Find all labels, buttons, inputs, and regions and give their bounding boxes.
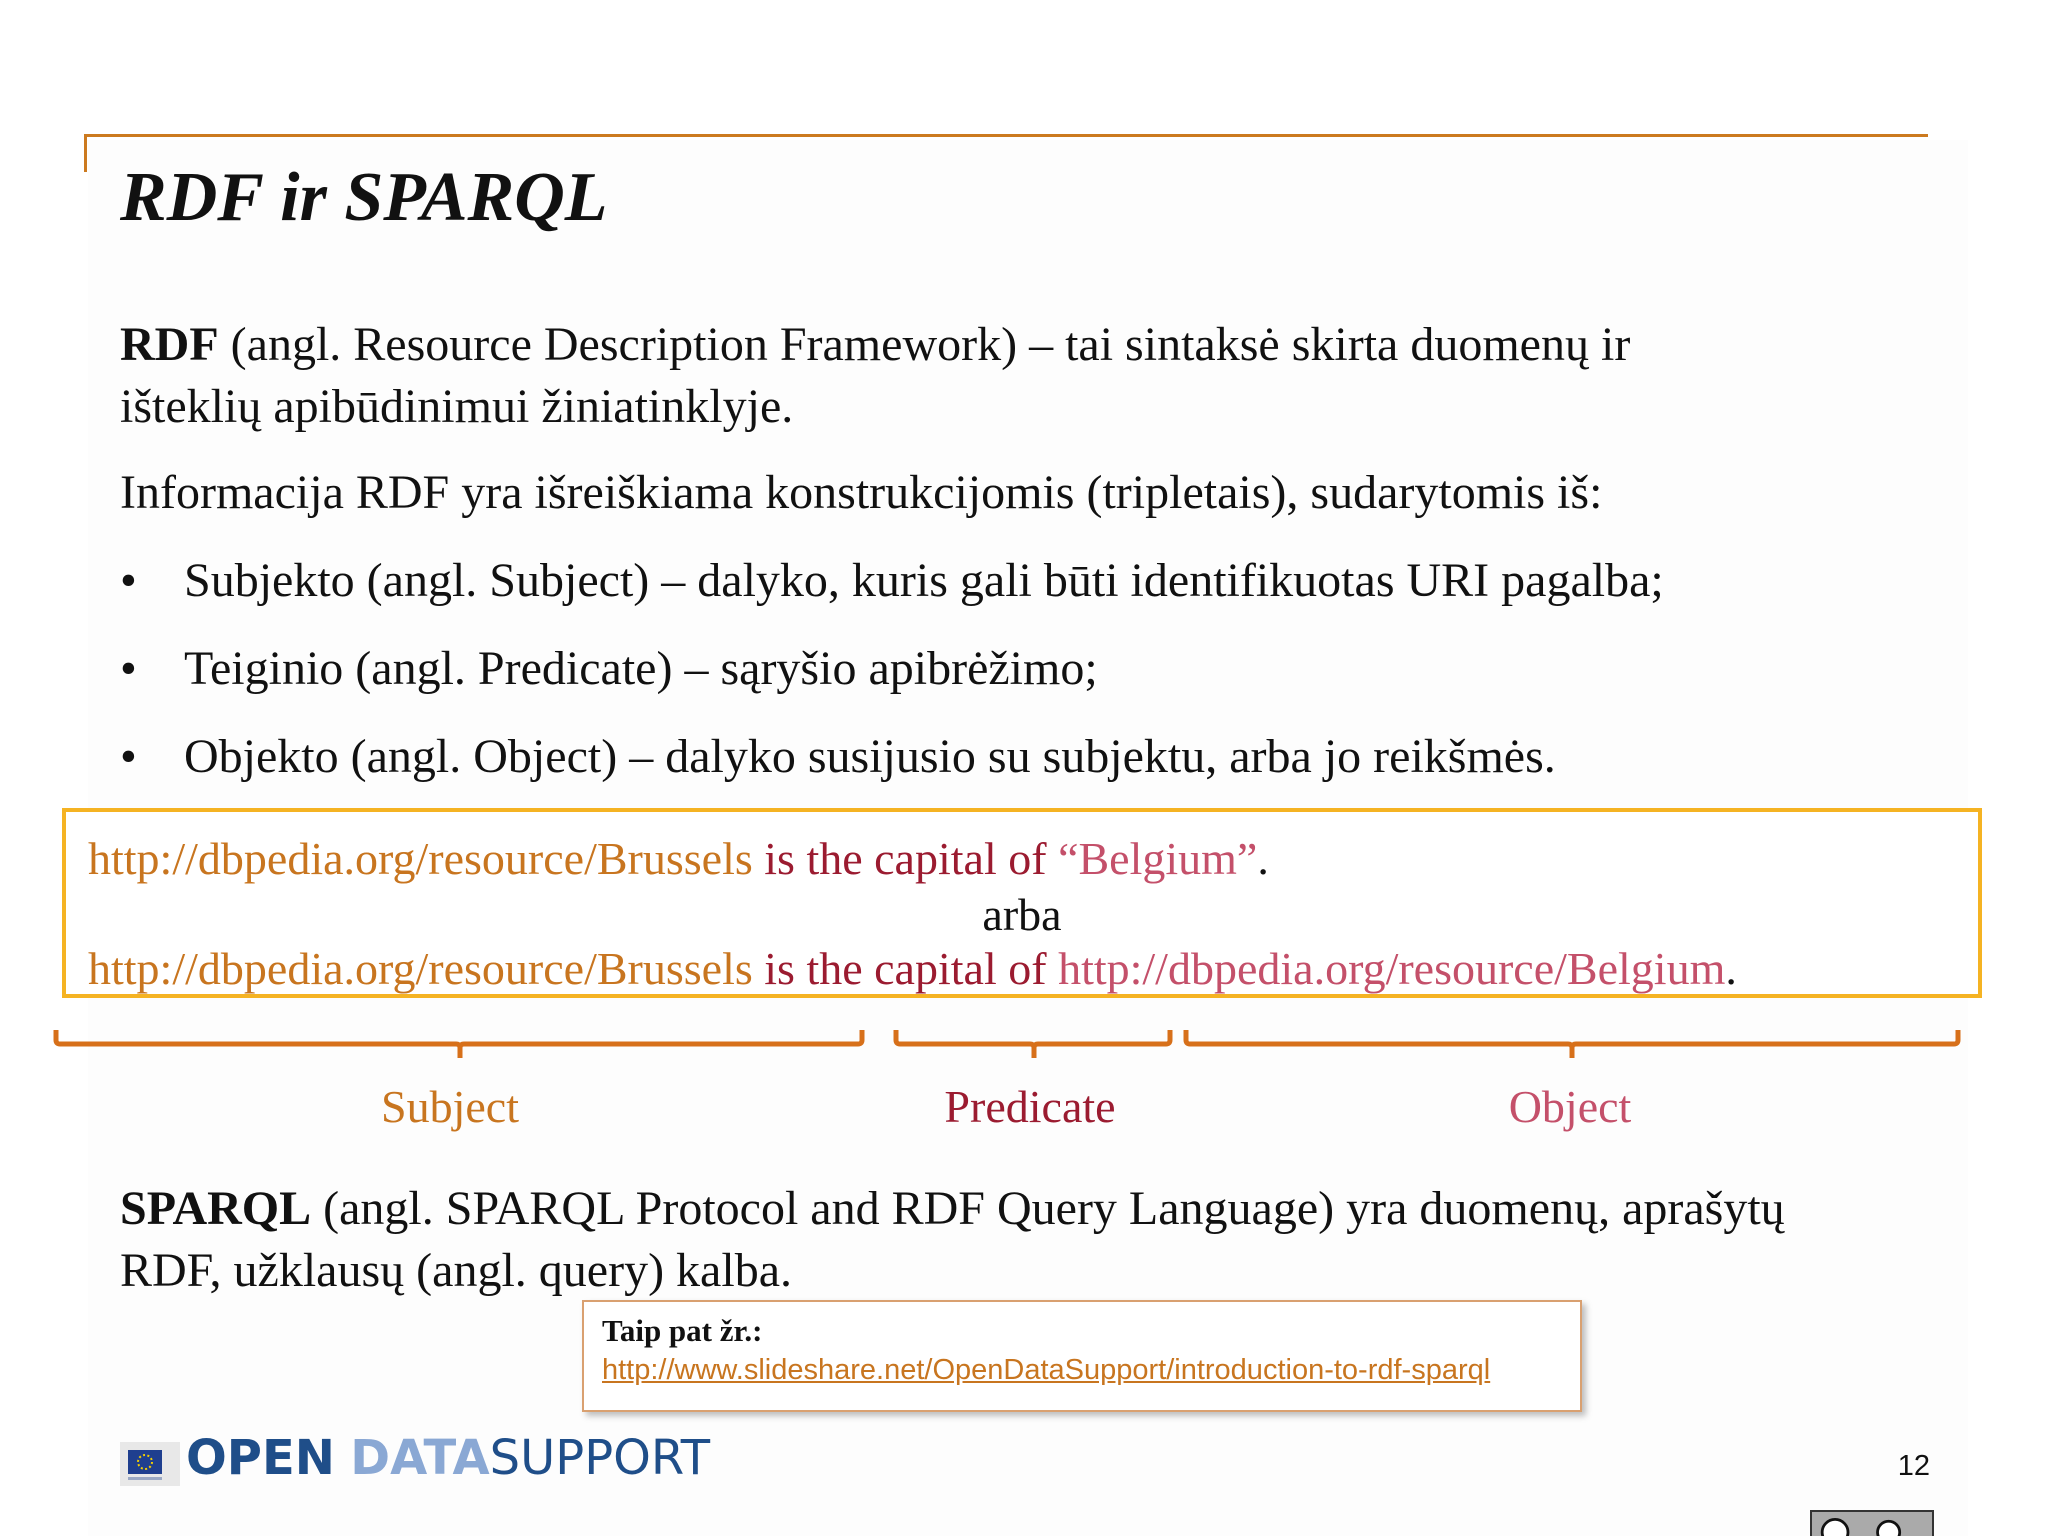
bullet-marker: •: [120, 730, 137, 783]
example-period: .: [1257, 833, 1269, 884]
see-also-link[interactable]: http://www.slideshare.net/OpenDataSupport/introduction-to-rdf-sparql: [602, 1354, 1491, 1386]
triple-braces: [0, 1020, 2048, 1080]
rdf-definition-line1: (angl. Resource Description Framework) – tai sintaksė skirta duomenų ir: [218, 318, 1631, 371]
sparql-definition-line1: (angl. SPARQL Protocol and RDF Query Language) yra duomenų, aprašytų: [311, 1182, 1785, 1235]
sparql-definition-line2: RDF, užklausų (angl. query) kalba.: [120, 1244, 792, 1297]
example-predicate: is the capital of: [752, 943, 1059, 994]
sparql-definition: [120, 1178, 1785, 1302]
bullet-text: Subjekto (angl. Subject) – dalyko, kuris gali būti identifikuotas URI pagalba;: [184, 554, 1664, 607]
see-also-title: Taip pat žr.:: [602, 1313, 763, 1348]
header-rule: [84, 134, 1928, 137]
slide-title: RDF ir SPARQL: [120, 159, 608, 236]
bullet-marker: •: [120, 554, 137, 607]
example-separator: arba: [982, 889, 1062, 940]
see-also-box: [582, 1300, 1582, 1412]
logo-data: DATA: [350, 1430, 490, 1486]
subject-brace: [56, 1030, 862, 1058]
example-period: .: [1725, 943, 1737, 994]
eu-flag-icon: [120, 1442, 180, 1486]
subject-label: Subject: [381, 1081, 519, 1132]
example-subject: http://dbpedia.org/resource/Brussels: [88, 833, 753, 884]
example-line-1: [88, 832, 1269, 886]
logo-open: OPEN: [186, 1430, 335, 1486]
example-predicate: is the capital of: [752, 833, 1059, 884]
rdf-term: RDF: [120, 318, 219, 371]
open-data-support-logo: [186, 1428, 710, 1488]
object-brace: [1186, 1030, 1958, 1058]
bullet-text: Teiginio (angl. Predicate) – sąryšio apibrėžimo;: [184, 642, 1098, 695]
object-label: Object: [1508, 1081, 1632, 1132]
bullet-text: Objekto (angl. Object) – dalyko susijusio su subjektu, arba jo reikšmės.: [184, 730, 1556, 783]
page-number: 12: [1897, 1450, 1930, 1482]
triple-example-box: [62, 808, 1982, 998]
example-object: “Belgium”: [1058, 833, 1258, 884]
logo-support: SUPPORT: [489, 1430, 711, 1486]
rdf-definition: [120, 314, 1630, 438]
bullet-marker: •: [120, 642, 137, 695]
rdf-definition-line2: išteklių apibūdinimui žiniatinklyje.: [120, 380, 794, 433]
creative-commons-icon: [1810, 1510, 1934, 1536]
example-object: http://dbpedia.org/resource/Belgium: [1058, 943, 1726, 994]
predicate-brace: [896, 1030, 1170, 1058]
example-subject: http://dbpedia.org/resource/Brussels: [88, 943, 753, 994]
predicate-label: Predicate: [944, 1081, 1116, 1132]
sparql-term: SPARQL: [120, 1182, 312, 1235]
header-rule-tick: [84, 134, 87, 172]
example-line-2: [88, 942, 1737, 996]
info-paragraph: Informacija RDF yra išreiškiama konstrukcijomis (tripletais), sudarytomis iš:: [120, 466, 1603, 519]
